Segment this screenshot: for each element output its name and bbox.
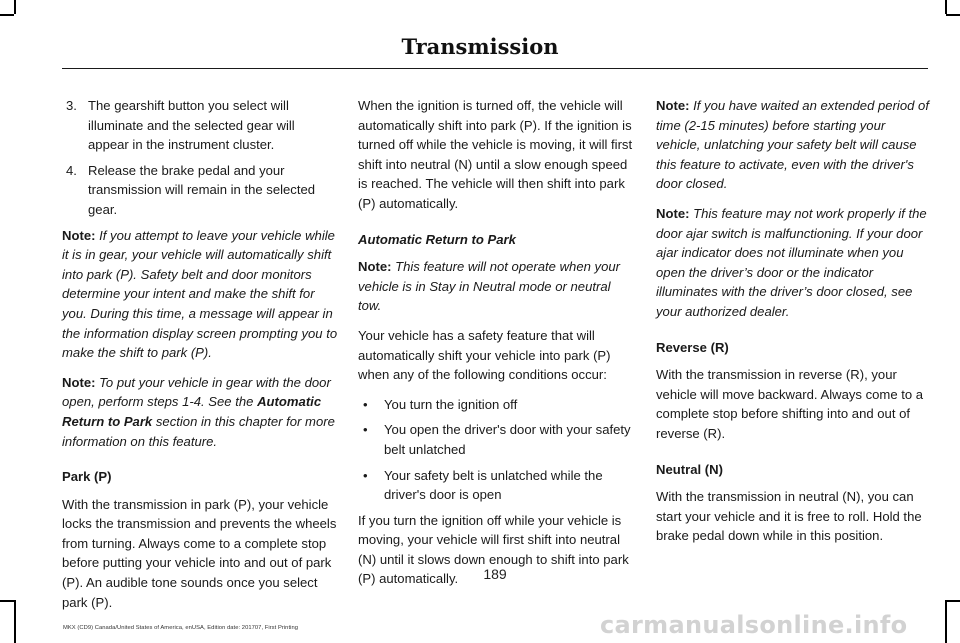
section-heading: Reverse (R) xyxy=(656,339,729,355)
crop-mark xyxy=(0,600,14,602)
step-number: 4. xyxy=(66,162,77,178)
bullet-marker: • xyxy=(363,396,368,412)
note-text: If you attempt to leave your vehicle while it is in gear, your vehicle will automatically shift into park (P). Safety belt and door monitors determine your intent and make the shift for you. During this time, a message will appear in the information display screen prompting you to make the shift to park (P). xyxy=(62,227,338,361)
note-text: To put your vehicle in gear with the door open, perform steps 1-4. See the xyxy=(62,374,331,410)
list-item xyxy=(358,466,634,505)
column-middle xyxy=(358,96,634,599)
cross-reference: Automatic Return to Park xyxy=(62,394,322,429)
list-item xyxy=(62,96,338,155)
list-item xyxy=(358,420,634,459)
column-left xyxy=(62,96,338,622)
note-paragraph xyxy=(656,204,932,322)
note-paragraph xyxy=(62,373,338,451)
section-heading: Neutral (N) xyxy=(656,461,723,477)
note-text: If you have waited an extended period of time (2-15 minutes) before starting your vehicle, unlatching your safety belt will cause this feature to activate, even with the driver's door closed. xyxy=(656,98,929,192)
note-paragraph xyxy=(656,96,932,194)
note-paragraph xyxy=(358,257,634,316)
list-item xyxy=(358,395,634,415)
list-item xyxy=(62,161,338,220)
crop-mark xyxy=(14,0,16,14)
bullet-text: You open the driver's door with your safety belt unlatched xyxy=(384,422,631,457)
step-text: The gearshift button you select will illuminate and the selected gear will appear in the instrument cluster. xyxy=(88,98,295,153)
section-heading: Park (P) xyxy=(62,469,112,485)
note-label: Note: xyxy=(62,227,96,243)
steps-list xyxy=(62,96,338,220)
bullet-marker: • xyxy=(363,467,368,483)
section-heading: Automatic Return to Park xyxy=(358,231,516,247)
note-text: This feature may not work properly if the door ajar switch is malfunctioning. If your door ajar indicator does not illuminate when you open the driver’s door or the indicator illuminates with the driver’s door closed, see your authorized dealer. xyxy=(656,205,927,319)
body-paragraph: With the transmission in neutral (N), you can start your vehicle and it is free to roll. Hold the brake pedal down while in this position. xyxy=(656,489,922,544)
crop-mark xyxy=(945,0,947,14)
body-paragraph: When the ignition is turned off, the vehicle will automatically shift into park (P). If the ignition is turned off while the vehicle is moving, it will first shift into neutral (N) until a slow enough speed is reached. The vehicle will then shift into park (P) automatically. xyxy=(358,98,633,211)
crop-mark xyxy=(945,600,947,643)
note-label: Note: xyxy=(656,205,690,221)
watermark[interactable]: carmanualsonline.info xyxy=(600,611,908,639)
note-label: Note: xyxy=(358,259,392,275)
note-label: Note: xyxy=(62,374,96,390)
body-paragraph: Your vehicle has a safety feature that will automatically shift your vehicle into park (P) when any of the following conditions occur: xyxy=(358,327,611,383)
column-right xyxy=(656,96,932,556)
crop-mark xyxy=(14,600,16,643)
bullet-marker: • xyxy=(363,422,368,438)
note-text: This feature will not operate when your vehicle is in Stay in Neutral mode or neutral tow. xyxy=(358,259,621,314)
edition-footer: MKX (CD9) Canada/United States of America, enUSA, Edition date: 201707, First Printing xyxy=(63,625,298,631)
header-divider xyxy=(62,68,928,69)
body-paragraph: With the transmission in reverse (R), your vehicle will move backward. Always come to a complete stop before shifting into and out of reverse (R). xyxy=(656,367,924,441)
bullet-text: Your safety belt is unlatched while the driver's door is open xyxy=(384,467,603,503)
page-number: 189 xyxy=(483,566,507,582)
crop-mark xyxy=(0,14,14,16)
body-paragraph: With the transmission in park (P), your vehicle locks the transmission and prevents the wheels from turning. Always come to a complete stop before putting your vehicle into and out of park (P). An audible tone sounds once you select park (P). xyxy=(62,496,337,610)
note-label: Note: xyxy=(656,98,690,113)
conditions-list xyxy=(358,395,634,505)
bullet-text: You turn the ignition off xyxy=(384,396,518,412)
note-paragraph xyxy=(62,226,338,363)
crop-mark xyxy=(946,600,960,602)
note-text: section in this chapter for more information on this feature. xyxy=(62,413,335,449)
step-text: Release the brake pedal and your transmission will remain in the selected gear. xyxy=(88,162,316,217)
crop-mark xyxy=(946,14,960,16)
page-title: Transmission xyxy=(401,34,559,59)
step-number: 3. xyxy=(66,98,77,113)
body-paragraph: If you turn the ignition off while your vehicle is moving, your vehicle will first shift into neutral (N) until it slows down enough to shift into park (P) automatically. xyxy=(358,512,629,587)
